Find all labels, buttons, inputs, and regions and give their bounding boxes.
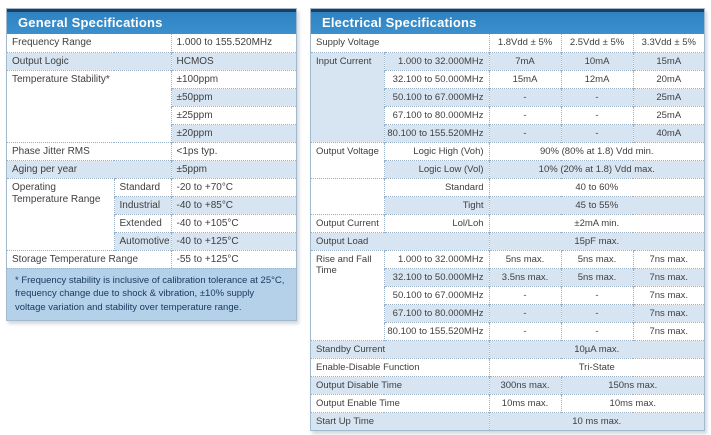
spec-value: 5ns max. xyxy=(561,268,633,286)
frequency-band: 32.100 to 50.000MHz xyxy=(384,268,489,286)
spec-value: ±2mA min. xyxy=(489,214,704,232)
spec-value: HCMOS xyxy=(171,52,296,70)
frequency-band: 67.100 to 80.000MHz xyxy=(384,106,489,124)
spec-label: Output Voltage xyxy=(311,142,384,178)
spec-label: Supply Voltage xyxy=(316,37,380,49)
spec-label: Storage Temperature Range xyxy=(7,250,171,268)
table-row xyxy=(311,34,704,52)
spec-value: -20 to +70°C xyxy=(171,178,296,196)
spec-value: 15pF max. xyxy=(489,232,704,250)
electrical-specs-grid xyxy=(311,34,704,430)
spec-label: Input Current xyxy=(311,52,384,142)
table-row xyxy=(7,160,296,178)
spec-value: 15mA xyxy=(633,52,704,70)
spec-value: - xyxy=(561,286,633,304)
spec-value: 45 to 55% xyxy=(489,196,704,214)
spec-label: Enable-Disable Function xyxy=(311,358,489,376)
spec-value: 5ns max. xyxy=(489,250,561,268)
spec-value: -40 to +85°C xyxy=(171,196,296,214)
frequency-band: 1.000 to 32.000MHz xyxy=(384,250,489,268)
spec-label: Aging per year xyxy=(7,160,171,178)
spec-value: -55 to +125°C xyxy=(171,250,296,268)
spec-value: 10ms max. xyxy=(561,394,704,412)
frequency-band: 1.000 to 32.000MHz xyxy=(384,52,489,70)
table-row xyxy=(311,232,704,250)
spec-label: Output Disable Time xyxy=(311,376,489,394)
spec-value: - xyxy=(561,106,633,124)
spec-subcategory: Automotive xyxy=(114,232,171,250)
stability-footnote: * Frequency stability is inclusive of calibration tolerance at 25°C, frequency change due to shock & vibration, ±10% supply voltage variation and stability over temperature range. xyxy=(7,268,296,320)
spec-subcategory: Logic High (Voh) xyxy=(384,142,489,160)
general-specs-grid xyxy=(7,34,296,268)
spec-value: - xyxy=(489,124,561,142)
spec-value: 7mA xyxy=(489,52,561,70)
spec-value: 7ns max. xyxy=(633,250,704,268)
spec-value: 90% (80% at 1.8) Vdd min. xyxy=(489,142,704,160)
spec-subcategory: Standard xyxy=(384,178,489,196)
spec-label: Temperature Stability* xyxy=(7,70,171,142)
table-row xyxy=(311,178,704,196)
spec-value: 25mA xyxy=(633,106,704,124)
spec-value: 150ns max. xyxy=(561,376,704,394)
frequency-band: 80.100 to 155.520MHz xyxy=(384,322,489,340)
spec-value: ±100ppm xyxy=(171,70,296,88)
spec-value: 25mA xyxy=(633,88,704,106)
spec-label: Frequency Range xyxy=(12,37,92,49)
table-row xyxy=(311,52,704,70)
spec-value: 12mA xyxy=(561,70,633,88)
spec-value: - xyxy=(561,322,633,340)
spec-value: 15mA xyxy=(489,70,561,88)
spec-label: Output Enable Time xyxy=(311,394,489,412)
spec-value: 7ns max. xyxy=(633,322,704,340)
frequency-band: 32.100 to 50.000MHz xyxy=(384,70,489,88)
spec-value: 10mA xyxy=(561,52,633,70)
table-row xyxy=(7,34,296,52)
table-row xyxy=(7,142,296,160)
spec-value: -40 to +105°C xyxy=(171,214,296,232)
electrical-specs-title: Electrical Specifications xyxy=(322,15,477,30)
spec-subcategory: Standard xyxy=(114,178,171,196)
spec-value: - xyxy=(489,106,561,124)
spec-value: - xyxy=(489,322,561,340)
frequency-band: 50.100 to 67.000MHz xyxy=(384,286,489,304)
spec-value: 10% (20% at 1.8) Vdd max. xyxy=(489,160,704,178)
spec-value: ±20ppm xyxy=(171,124,296,142)
spec-label: Operating Temperature Range xyxy=(7,178,114,250)
spec-value: 7ns max. xyxy=(633,268,704,286)
spec-label: Rise and Fall Time xyxy=(311,250,384,340)
electrical-specifications-table xyxy=(310,8,705,431)
spec-value: - xyxy=(561,124,633,142)
spec-subcategory: Logic Low (Vol) xyxy=(384,160,489,178)
spec-value: 3.5ns max. xyxy=(489,268,561,286)
spec-value: ±5ppm xyxy=(171,160,296,178)
table-row xyxy=(311,340,704,358)
electrical-specs-header xyxy=(311,9,704,34)
spec-value: 300ns max. xyxy=(489,376,561,394)
spec-value: 10µA max. xyxy=(489,340,704,358)
spec-subcategory: Industrial xyxy=(114,196,171,214)
spec-value: 7ns max. xyxy=(633,286,704,304)
spec-value: Tri-State xyxy=(489,358,704,376)
table-row xyxy=(7,52,296,70)
table-row xyxy=(311,412,704,430)
table-row xyxy=(311,214,704,232)
voltage-column-header: 1.8Vdd ± 5% xyxy=(489,34,561,52)
spec-subcategory: Extended xyxy=(114,214,171,232)
spec-label: Phase Jitter RMS xyxy=(7,142,171,160)
table-row xyxy=(7,250,296,268)
table-row xyxy=(311,250,704,268)
general-specifications-table xyxy=(6,8,297,321)
table-row xyxy=(311,394,704,412)
voltage-column-header: 2.5Vdd ± 5% xyxy=(561,34,633,52)
table-row xyxy=(7,178,296,196)
spec-label: Start Up Time xyxy=(311,412,489,430)
spec-label: Standby Current xyxy=(311,340,489,358)
spec-subcategory: Tight xyxy=(384,196,489,214)
spec-value: 7ns max. xyxy=(633,304,704,322)
table-row xyxy=(311,358,704,376)
table-row xyxy=(7,70,296,88)
general-specs-title: General Specifications xyxy=(18,15,163,30)
frequency-band: 67.100 to 80.000MHz xyxy=(384,304,489,322)
spec-value: 20mA xyxy=(633,70,704,88)
spec-value: 5ns max. xyxy=(561,250,633,268)
spec-value: 1.000 to 155.520MHz xyxy=(171,34,296,52)
voltage-column-header: 3.3Vdd ± 5% xyxy=(633,34,704,52)
frequency-band: 50.100 to 67.000MHz xyxy=(384,88,489,106)
spec-value: 40 to 60% xyxy=(489,178,704,196)
spec-value: 10 ms max. xyxy=(489,412,704,430)
spec-value: <1ps typ. xyxy=(171,142,296,160)
spec-value: ±50ppm xyxy=(171,88,296,106)
spec-value: -40 to +125°C xyxy=(171,232,296,250)
spec-label: Output Current xyxy=(311,214,384,232)
spec-value: 10ms max. xyxy=(489,394,561,412)
spec-value: 40mA xyxy=(633,124,704,142)
spec-subcategory: Lol/Loh xyxy=(384,214,489,232)
spec-value: - xyxy=(561,88,633,106)
spec-value: ±25ppm xyxy=(171,106,296,124)
spec-label-empty xyxy=(311,178,384,214)
general-specs-header xyxy=(7,9,296,34)
spec-value: - xyxy=(489,286,561,304)
frequency-band: 80.100 to 155.520MHz xyxy=(384,124,489,142)
spec-label: Output Load xyxy=(311,232,489,250)
spec-label: Output Logic xyxy=(7,52,171,70)
table-row xyxy=(311,142,704,160)
spec-value: - xyxy=(561,304,633,322)
spec-value: - xyxy=(489,304,561,322)
table-row xyxy=(311,376,704,394)
spec-value: - xyxy=(489,88,561,106)
